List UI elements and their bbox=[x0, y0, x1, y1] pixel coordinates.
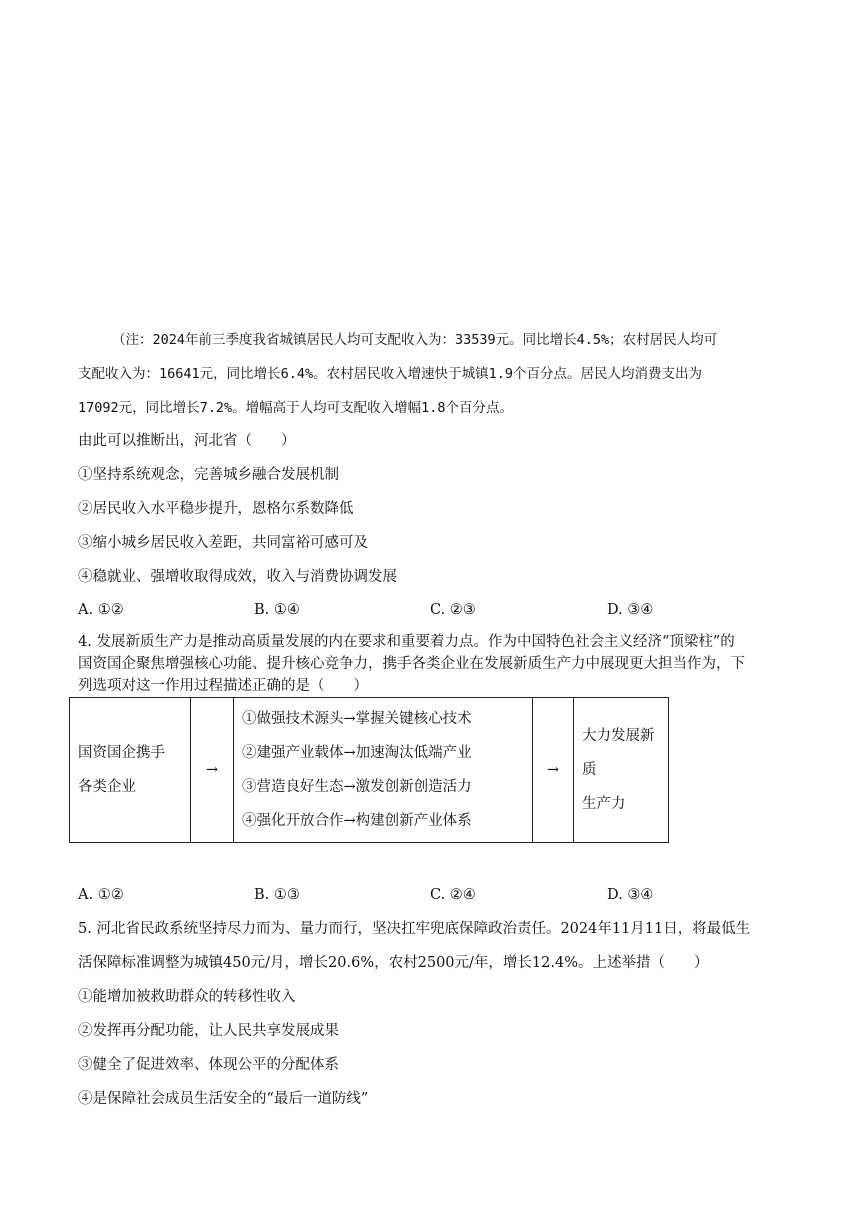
note-line-2: 支配收入为：16641元，同比增长6.4%。农村居民收入增速快于城镇1.9个百分点。居民人均消费支出为 bbox=[78, 366, 703, 382]
flow-right-cell bbox=[574, 698, 669, 843]
q5-item-4: ④是保障社会成员生活安全的“最后一道防线” bbox=[78, 1091, 369, 1107]
q4-option-a: A. ①② bbox=[78, 887, 124, 903]
q4-stem-line-1: 4. 发展新质生产力是推动高质量发展的内在要求和重要着力点。作为中国特色社会主义经济“顶梁柱”的 bbox=[78, 634, 735, 650]
flow-left-line-1: 国资国企携手 bbox=[78, 745, 165, 761]
q3-item-3: ③缩小城乡居民收入差距，共同富裕可感可及 bbox=[78, 535, 368, 551]
q4-option-c: C. ②④ bbox=[430, 887, 476, 903]
q3-item-4: ④稳就业、强增收取得成效，收入与消费协调发展 bbox=[78, 569, 397, 585]
q4-option-d: D. ③④ bbox=[607, 887, 654, 903]
flow-arrow-2: → bbox=[533, 698, 574, 843]
flow-arrow-1: → bbox=[191, 698, 234, 843]
q4-stem-line-3: 列选项对这一作用过程描述正确的是（ ） bbox=[78, 678, 368, 694]
flow-left-cell bbox=[70, 698, 191, 843]
q5-stem-line-1: 5. 河北省民政系统坚持尽力而为、量力而行，坚决扛牢兜底保障政治责任。2024年11月11日，将最低生 bbox=[78, 921, 751, 937]
q5-item-3: ③健全了促进效率、体现公平的分配体系 bbox=[78, 1057, 339, 1073]
q3-item-2: ②居民收入水平稳步提升，恩格尔系数降低 bbox=[78, 501, 354, 517]
q3-option-a: A. ①② bbox=[78, 602, 124, 618]
q3-stem: 由此可以推断出，河北省（ ） bbox=[78, 433, 296, 449]
q5-item-2: ②发挥再分配功能，让人民共享发展成果 bbox=[78, 1023, 339, 1039]
q4-option-b: B. ①③ bbox=[254, 887, 300, 903]
flow-right-line-1: 大力发展新质 bbox=[582, 728, 655, 778]
flow-middle-item-3: ③营造良好生态→激发创新创造活力 bbox=[242, 779, 472, 795]
flow-left-line-2: 各类企业 bbox=[78, 779, 136, 795]
flow-middle-cell bbox=[234, 698, 533, 843]
q3-option-c: C. ②③ bbox=[430, 602, 476, 618]
note-line-1: （注：2024年前三季度我省城镇居民人均可支配收入为：33539元。同比增长4.5%；农村居民人均可 bbox=[112, 332, 718, 348]
q4-stem-line-2: 国资国企聚焦增强核心功能、提升核心竞争力，携手各类企业在发展新质生产力中展现更大担当作为，下 bbox=[78, 656, 745, 672]
q3-item-1: ①坚持系统观念，完善城乡融合发展机制 bbox=[78, 467, 339, 483]
q3-option-d: D. ③④ bbox=[607, 602, 654, 618]
flow-middle-item-2: ②建强产业载体→加速淘汰低端产业 bbox=[242, 745, 472, 761]
q5-item-1: ①能增加被救助群众的转移性收入 bbox=[78, 989, 296, 1005]
flow-right-line-2: 生产力 bbox=[582, 796, 626, 812]
note-line-3: 17092元，同比增长7.2%。增幅高于人均可支配收入增幅1.8个百分点。 bbox=[78, 400, 514, 416]
q3-option-b: B. ①④ bbox=[254, 602, 300, 618]
flow-middle-item-1: ①做强技术源头→掌握关键核心技术 bbox=[242, 711, 472, 727]
flow-middle-item-4: ④强化开放合作→构建创新产业体系 bbox=[242, 813, 472, 829]
q4-flow-table bbox=[69, 697, 669, 843]
q5-stem-line-2: 活保障标准调整为城镇450元/月，增长20.6%，农村2500元/年，增长12.4%。上述举措（ ） bbox=[78, 955, 709, 971]
